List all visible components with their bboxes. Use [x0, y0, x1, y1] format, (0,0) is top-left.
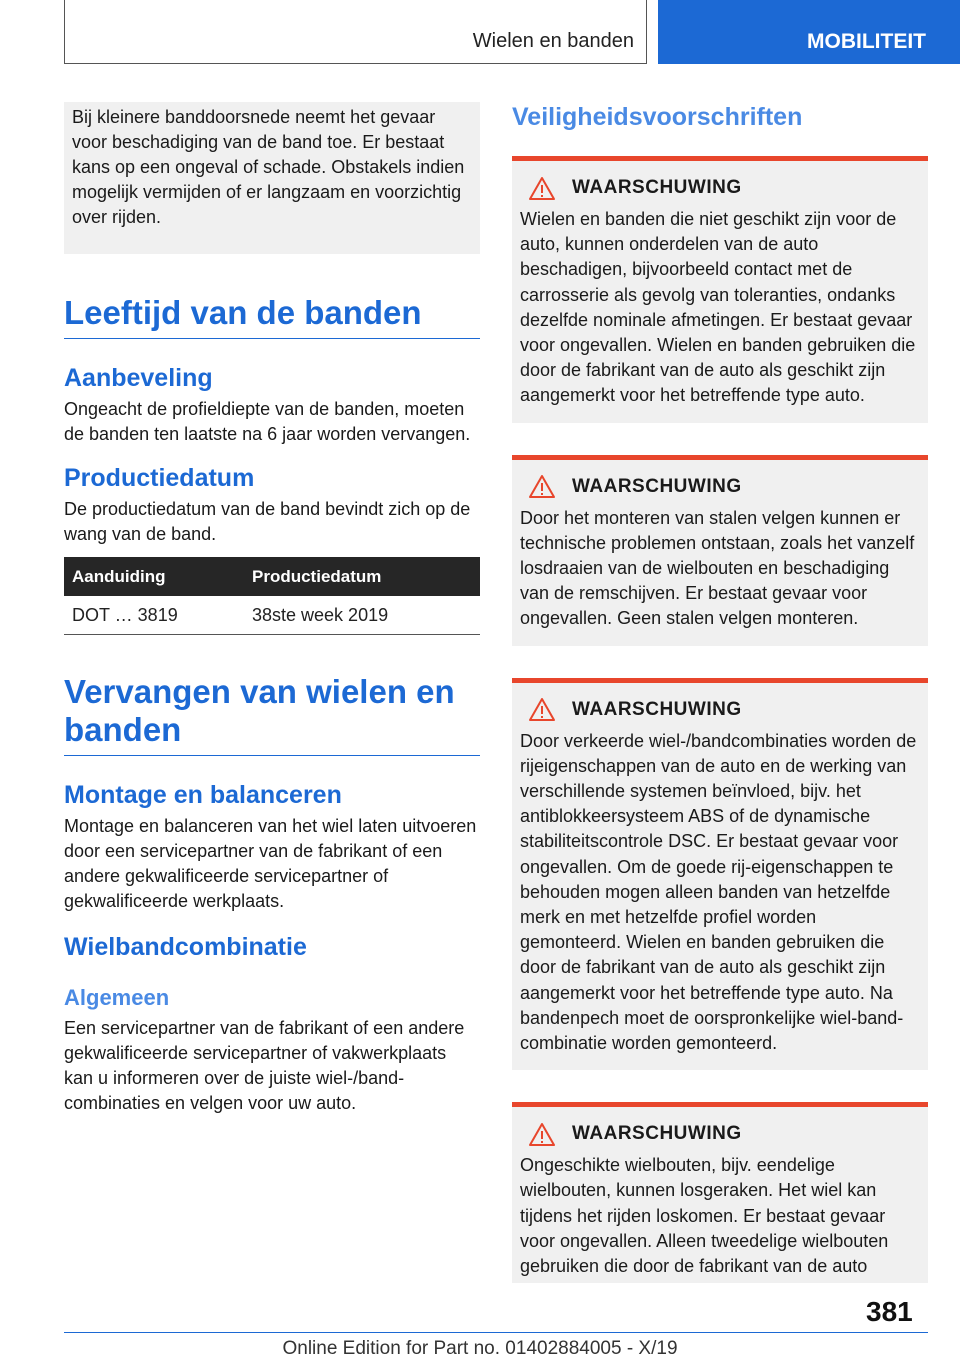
warning-box — [512, 1102, 928, 1283]
recommendation-text: Ongeacht de profieldiepte van de banden, moeten de banden ten laatste na 6 jaar worden vervangen. — [64, 399, 471, 444]
warning-title: WAARSCHUWING — [572, 475, 742, 497]
heading-mounting: Montage en balanceren — [64, 781, 342, 809]
section-title: Wielen en banden — [472, 30, 634, 52]
production-date-text: De productiedatum van de band bevindt zich op de wang van de band. — [64, 499, 471, 544]
warning-box — [512, 678, 928, 1071]
heading-replace-wheels: Vervangen van wielen en banden — [64, 673, 480, 756]
warning-triangle-icon — [528, 697, 556, 722]
warning-header — [528, 468, 920, 506]
table-cell: DOT … 3819 — [64, 596, 244, 635]
warning-box — [512, 156, 928, 423]
warning-box — [512, 455, 928, 646]
warning-triangle-icon — [528, 1122, 556, 1147]
intro-note — [64, 102, 480, 254]
warning-text: Door verkeerde wiel-/bandcombinaties worden de rijeigenschappen van de auto en de werking van verschillende systemen beïnvloed, bijv. het antiblokkeersysteem ABS of de dynamische stabiliteitscontrole DSC. Er bestaat gevaar voor ongevallen. Om de goede rij-eigenschappen te behouden mogen alleen banden van hetzelfde merk en met hetzelfde profiel worden gemonteerd. Wielen en banden gebruiken die door de fabrikant van de auto als geschikt zijn aangemerkt voor het betreffende type auto. Na bandenpech moet de oorspronkelijke wiel-band-combinatie worden gemonteerd. — [520, 730, 917, 1054]
warning-triangle-icon — [528, 176, 556, 201]
general-text: Een servicepartner van de fabrikant of een andere gekwalificeerde servicepartner of vakwerkplaats kan u informeren over de juiste wiel-/band-combinaties en velgen voor uw auto. — [64, 1018, 465, 1113]
warning-triangle-icon — [528, 474, 556, 499]
table-cell: 38ste week 2019 — [244, 596, 480, 635]
table-header-row — [64, 557, 480, 596]
heading-tire-age: Leeftijd van de banden — [64, 294, 480, 339]
heading-safety: Veiligheidsvoorschriften — [512, 103, 803, 131]
page-number: 381 — [866, 1296, 913, 1327]
chapter-tab[interactable] — [658, 0, 960, 64]
warning-header — [528, 1115, 920, 1153]
table-header-cell: Productiedatum — [244, 557, 480, 596]
edition-footer: Online Edition for Part no. 01402884005 - X/19 — [282, 1338, 678, 1359]
mounting-text: Montage en balanceren van het wiel laten uitvoeren door een servicepartner van de fabrikant of een andere gekwalificeerde servicepartner of gekwalificeerde werkplaats. — [64, 816, 477, 911]
warning-title: WAARSCHUWING — [572, 1123, 742, 1145]
warning-header — [528, 691, 920, 729]
table-row — [64, 596, 480, 635]
right-column — [512, 102, 928, 1283]
warning-text: Door het monteren van stalen velgen kunnen er technische problemen ontstaan, zoals het vanzelf losdraaien van de wielbouten en beschadiging van de remschijven. Er bestaat gevaar voor ongevallen. Geen stalen velgen monteren. — [520, 507, 915, 629]
heading-general: Algemeen — [64, 985, 170, 1010]
warning-title: WAARSCHUWING — [572, 177, 742, 198]
heading-combination: Wielbandcombinatie — [64, 933, 307, 961]
header-box — [64, 0, 647, 64]
production-date-table — [64, 557, 480, 635]
footer-divider — [64, 1332, 928, 1333]
heading-production-date: Productiedatum — [64, 464, 255, 492]
intro-note-text: Bij kleinere banddoorsnede neemt het gevaar voor beschadiging van de band toe. Er bestaat kans op een ongeval of schade. Obstakels indien mogelijk vermijden of er langzaam en voorzichtig over rijden. — [72, 107, 465, 227]
warning-text: Wielen en banden die niet geschikt zijn voor de auto, kunnen onderdelen van de auto beschadigen, bijvoorbeeld contact met de carrosserie als gevolg van toleranties, ondanks dezelfde nominale afmetingen. Er bestaat gevaar voor ongevallen. Wielen en banden gebruiken die door de fabrikant van de auto als geschikt zijn aangemerkt voor het betreffende type auto. — [520, 209, 916, 406]
warning-text: Ongeschikte wielbouten, bijv. eendelige wielbouten, kunnen losgeraken. Het wiel kan tijdens het rijden loskomen. Er bestaat gevaar voor ongevallen. Alleen tweedelige wielbouten gebruiken die door de fabrikant van de auto — [520, 1155, 889, 1277]
chapter-tab-label: MOBILITEIT — [807, 30, 926, 53]
table-header-cell: Aanduiding — [64, 557, 244, 596]
heading-recommendation: Aanbeveling — [64, 364, 213, 392]
warning-header — [528, 169, 920, 207]
warning-title: WAARSCHUWING — [572, 698, 742, 720]
left-column — [64, 102, 480, 1116]
